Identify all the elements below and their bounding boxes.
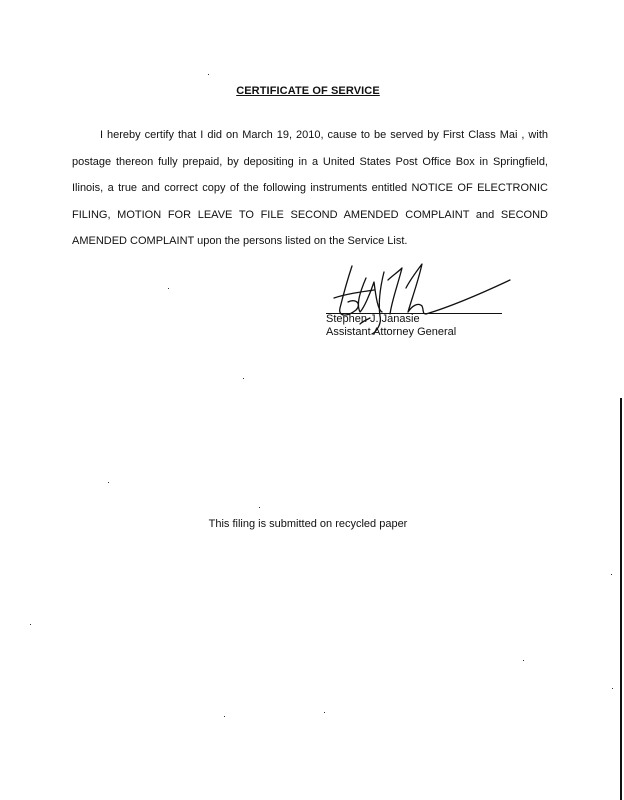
scan-speck [611,574,612,575]
recycled-paper-note: This filing is submitted on recycled paper [208,518,408,530]
page-title: CERTIFICATE OF SERVICE [236,85,380,97]
paragraph-line: Ilinois, a true and correct copy of the following instruments entitled NOTICE OF ELECTRONIC [72,182,548,195]
scan-speck [243,378,244,379]
scan-speck [259,507,260,508]
paragraph-line: FILING, MOTION FOR LEAVE TO FILE SECOND AMENDED COMPLAINT and SECOND [72,208,548,221]
paragraph-line: postage thereon fully prepaid, by depositing in a United States Post Office Box in Springfield, [72,155,548,168]
scan-speck [30,624,31,625]
scan-speck [224,716,225,717]
certificate-paragraph [72,122,548,255]
signer-name: Stephen J. Janasie [326,313,420,325]
paragraph-line: AMENDED COMPLAINT upon the persons listed on the Service List. [72,235,408,248]
scan-speck [208,74,209,75]
signer-title: Assistant Attorney General [326,326,457,338]
scan-edge-border [620,398,622,800]
scan-speck [168,288,169,289]
scan-speck [324,712,325,713]
scan-speck [523,660,524,661]
scan-speck [612,688,613,689]
signer-block [326,313,456,339]
scan-speck [108,482,109,483]
paragraph-line: I hereby certify that I did on March 19, 2010, cause to be served by First Class Mai , with [100,129,548,141]
